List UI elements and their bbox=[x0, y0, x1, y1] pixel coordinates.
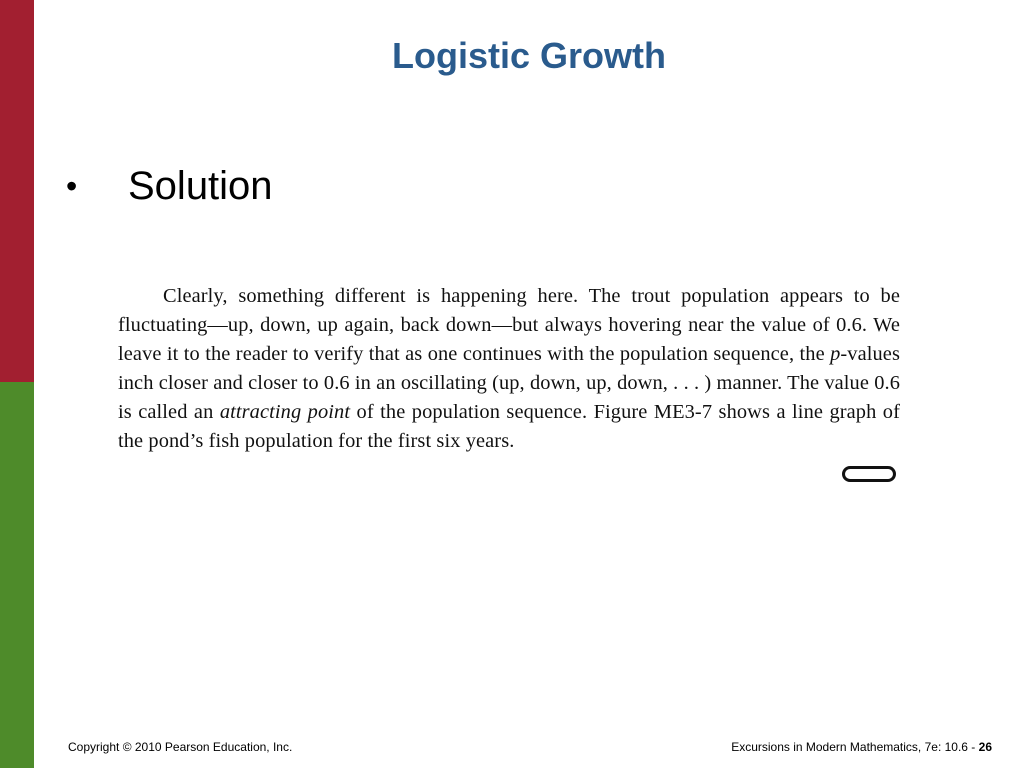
left-accent-bar-red bbox=[0, 0, 34, 382]
bullet-item bbox=[66, 162, 273, 210]
end-of-example-icon bbox=[842, 466, 896, 482]
footer-book-reference bbox=[731, 739, 992, 755]
excerpt-part-2: -values inch closer and closer to 0.6 in an oscillating (up, down, up, down, . . . ) manner. The value 0.6 is called an bbox=[118, 343, 900, 423]
footer-book-title: Excursions in Modern Mathematics, 7e: 10.6 - bbox=[731, 740, 979, 754]
excerpt-part-3: of the population sequence. Figure ME3-7 shows a line graph of the pond’s fish population for the first six years. bbox=[118, 401, 900, 452]
bullet-text: Solution bbox=[128, 164, 273, 208]
excerpt-part-1: Clearly, something different is happening here. The trout population appears to be fluctuating—up, down, up again, back down—but always hovering near the value of 0.6. We leave it to the reader to verify that as one continues with the population sequence, the bbox=[118, 285, 900, 365]
textbook-excerpt bbox=[118, 282, 900, 456]
slide-title: Logistic Growth bbox=[392, 35, 666, 76]
left-accent-bar-green bbox=[0, 382, 34, 768]
bullet-dot-icon: • bbox=[66, 168, 78, 204]
excerpt-p-symbol: p bbox=[830, 343, 841, 365]
excerpt-term: attracting point bbox=[219, 401, 351, 423]
footer-page-number: 26 bbox=[978, 740, 992, 754]
footer-copyright: Copyright © 2010 Pearson Education, Inc. bbox=[68, 740, 293, 754]
